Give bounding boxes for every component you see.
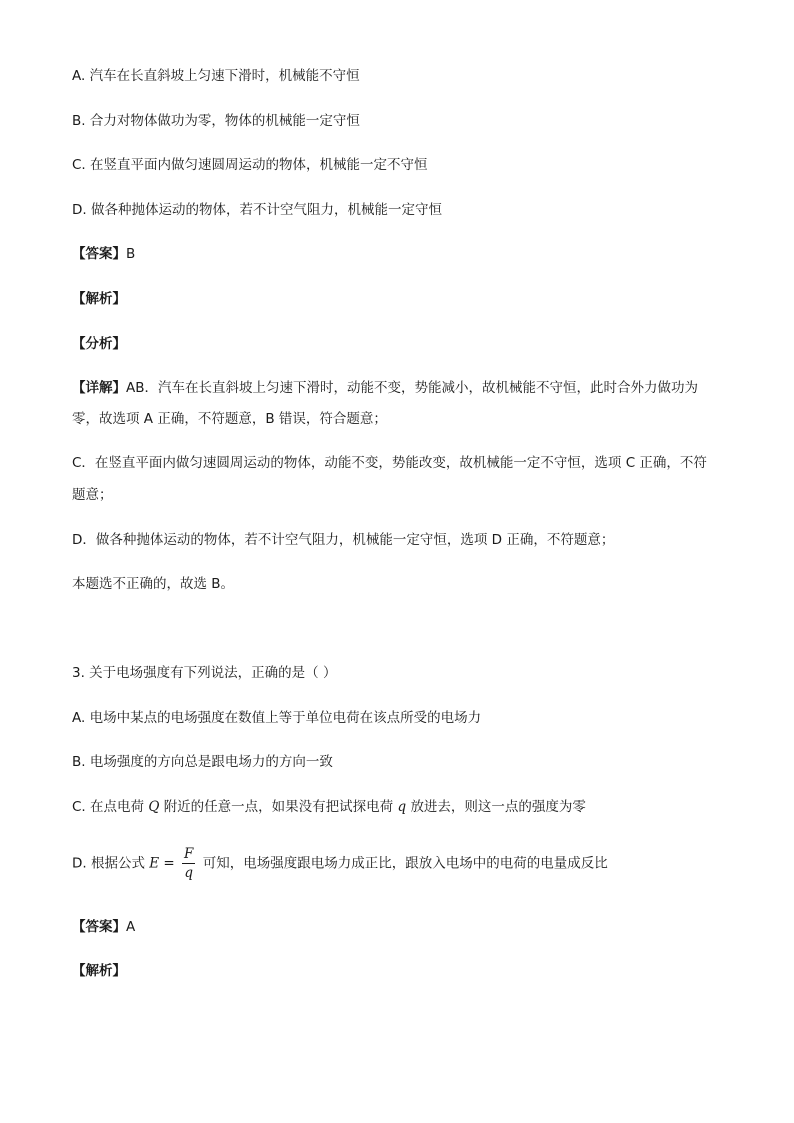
test-charge-symbol: q (397, 799, 407, 815)
detail-text-1: AB．汽车在长直斜坡上匀速下滑时，动能不变，势能减小，故机械能不守恒，此时合外力做功为 (126, 380, 698, 396)
q3-option-d-post: 可知，电场强度跟电场力成正比，跟放入电场中的电荷的电量成反比 (202, 855, 608, 872)
q3-answer-value: A (126, 919, 136, 935)
answer-value: B (126, 246, 136, 262)
option-a: A. 汽车在长直斜坡上匀速下滑时，机械能不守恒 (72, 68, 360, 84)
formula-numerator: F (184, 846, 194, 862)
c-explanation-1: C．在竖直平面内做匀速圆周运动的物体，动能不变，势能改变，故机械能一定不守恒，选项 C 正确，不符 (72, 455, 707, 471)
q3-option-b: B. 电场强度的方向总是跟电场力的方向一致 (72, 754, 333, 770)
formula-denominator: q (184, 865, 194, 881)
option-d: D. 做各种抛体运动的物体，若不计空气阻力，机械能一定守恒 (72, 202, 442, 218)
q3-option-c-post: 放进去，则这一点的强度为零 (410, 799, 586, 815)
analysis-label: 【解析】 (72, 291, 126, 307)
q3-answer-label: 【答案】 (72, 919, 126, 935)
q3-answer-line (72, 917, 135, 937)
q3-option-c (72, 797, 586, 817)
question-3-stem: 3. 关于电场强度有下列说法，正确的是（ ） (72, 665, 337, 681)
detail-line-2: 零，故选项 A 正确，不符题意，B 错误，符合题意； (72, 411, 387, 427)
option-c: C. 在竖直平面内做匀速圆周运动的物体，机械能一定不守恒 (72, 157, 428, 173)
detail-label: 【详解】 (72, 380, 126, 396)
q3-option-d (72, 845, 608, 882)
formula-lhs: E = (149, 855, 175, 872)
q3-option-c-pre: C. 在点电荷 (72, 799, 145, 815)
formula-fraction (182, 845, 195, 882)
option-b: B. 合力对物体做功为零，物体的机械能一定守恒 (72, 113, 360, 129)
fenxi-label: 【分析】 (72, 336, 126, 352)
conclusion: 本题选不正确的，故选 B。 (72, 576, 235, 592)
detail-line-1 (72, 378, 698, 398)
d-explanation: D．做各种抛体运动的物体，若不计空气阻力，机械能一定守恒，选项 D 正确，不符题意； (72, 532, 615, 548)
answer-label: 【答案】 (72, 246, 126, 262)
q3-option-c-mid: 附近的任意一点，如果没有把试探电荷 (163, 799, 394, 815)
q3-option-a: A. 电场中某点的电场强度在数值上等于单位电荷在该点所受的电场力 (72, 710, 482, 726)
q3-analysis-label: 【解析】 (72, 963, 126, 979)
q3-option-d-pre: D. 根据公式 (72, 855, 145, 872)
answer-line (72, 244, 135, 264)
c-explanation-2: 题意； (72, 487, 113, 503)
point-charge-symbol: Q (148, 799, 160, 815)
